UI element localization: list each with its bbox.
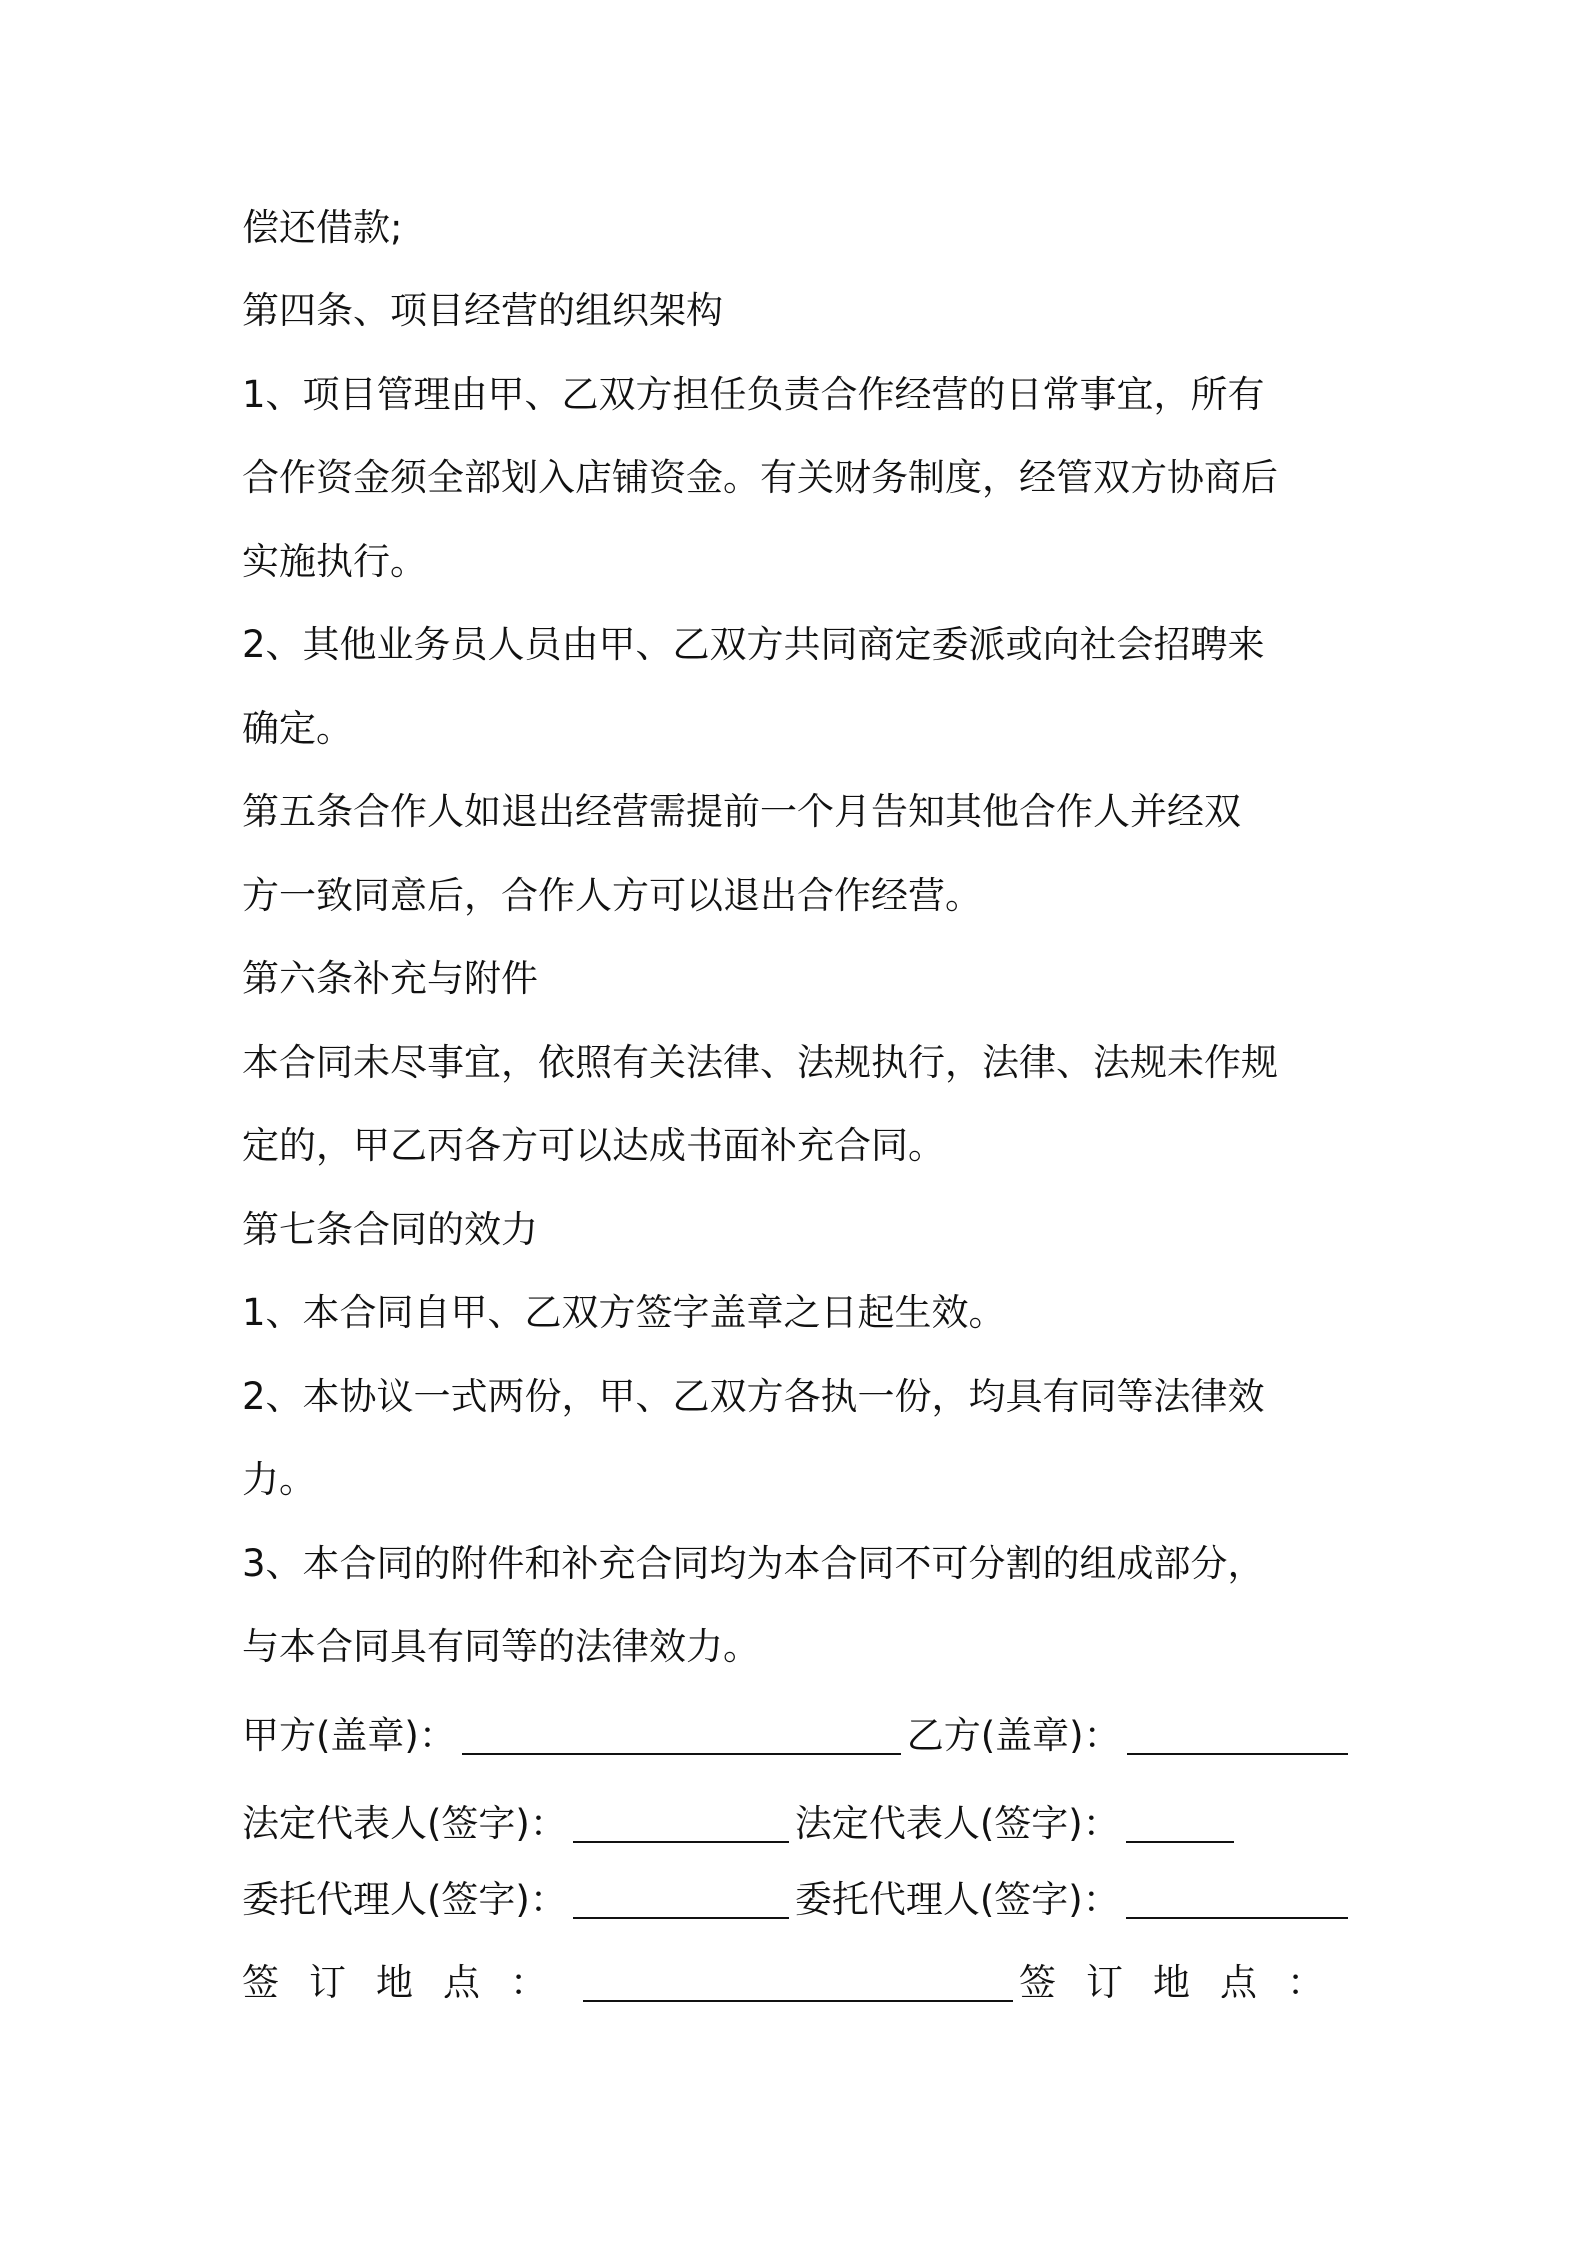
paragraph-line: 2、其他业务员人员由甲、乙双方共同商定委派或向社会招聘来 [242, 623, 1265, 666]
legal-rep-b-label: 法定代表人(签字)： [794, 1802, 1120, 1845]
place-b-label: 签订地点： [1019, 1961, 1354, 2004]
paragraph-line: 确定。 [242, 707, 353, 750]
article-heading-5: 第五条合作人如退出经营需提前一个月告知其他合作人并经双 [242, 790, 1241, 833]
paragraph-line: 1、本合同自甲、乙双方签字盖章之日起生效。 [242, 1291, 1006, 1334]
paragraph-line: 2、本协议一式两份，甲、乙双方各执一份，均具有同等法律效 [242, 1375, 1265, 1418]
party-a-seal-label: 甲方(盖章)： [242, 1714, 456, 1757]
agent-a-label: 委托代理人(签字)： [242, 1878, 567, 1921]
article-heading-7: 第七条合同的效力 [242, 1208, 538, 1251]
signature-row-place [242, 1958, 1354, 2008]
article-heading-6: 第六条补充与附件 [242, 957, 538, 1000]
paragraph-line: 力。 [242, 1458, 316, 1501]
party-a-seal-blank [462, 1719, 901, 1755]
article-heading-4: 第四条、项目经营的组织架构 [242, 289, 723, 332]
signature-row-agent [242, 1875, 1354, 1925]
agent-b-blank [1126, 1883, 1348, 1919]
paragraph-line: 定的，甲乙丙各方可以达成书面补充合同。 [242, 1124, 945, 1167]
signature-row-legal-rep [242, 1799, 1354, 1849]
party-b-seal-label: 乙方(盖章)： [906, 1714, 1121, 1757]
paragraph-line: 3、本合同的附件和补充合同均为本合同不可分割的组成部分， [242, 1542, 1265, 1585]
paragraph-line: 偿还借款; [242, 206, 403, 249]
paragraph-line: 方一致同意后，合作人方可以退出合作经营。 [242, 874, 982, 917]
agent-a-blank [573, 1883, 789, 1919]
party-b-seal-blank [1127, 1719, 1348, 1755]
paragraph-line: 合作资金须全部划入店铺资金。有关财务制度，经管双方协商后 [242, 456, 1278, 499]
paragraph-line: 与本合同具有同等的法律效力。 [242, 1625, 760, 1668]
place-a-label: 签订地点： [242, 1961, 577, 2004]
paragraph-line: 1、项目管理由甲、乙双方担任负责合作经营的日常事宜，所有 [242, 373, 1265, 416]
legal-rep-b-blank [1126, 1807, 1234, 1843]
paragraph-line: 本合同未尽事宜，依照有关法律、法规执行，法律、法规未作规 [242, 1041, 1278, 1084]
legal-rep-a-blank [573, 1807, 789, 1843]
place-a-blank [583, 1966, 1013, 2002]
signature-row-seal [242, 1711, 1354, 1761]
agent-b-label: 委托代理人(签字)： [794, 1878, 1120, 1921]
legal-rep-a-label: 法定代表人(签字)： [242, 1802, 567, 1845]
paragraph-line: 实施执行。 [242, 540, 427, 583]
